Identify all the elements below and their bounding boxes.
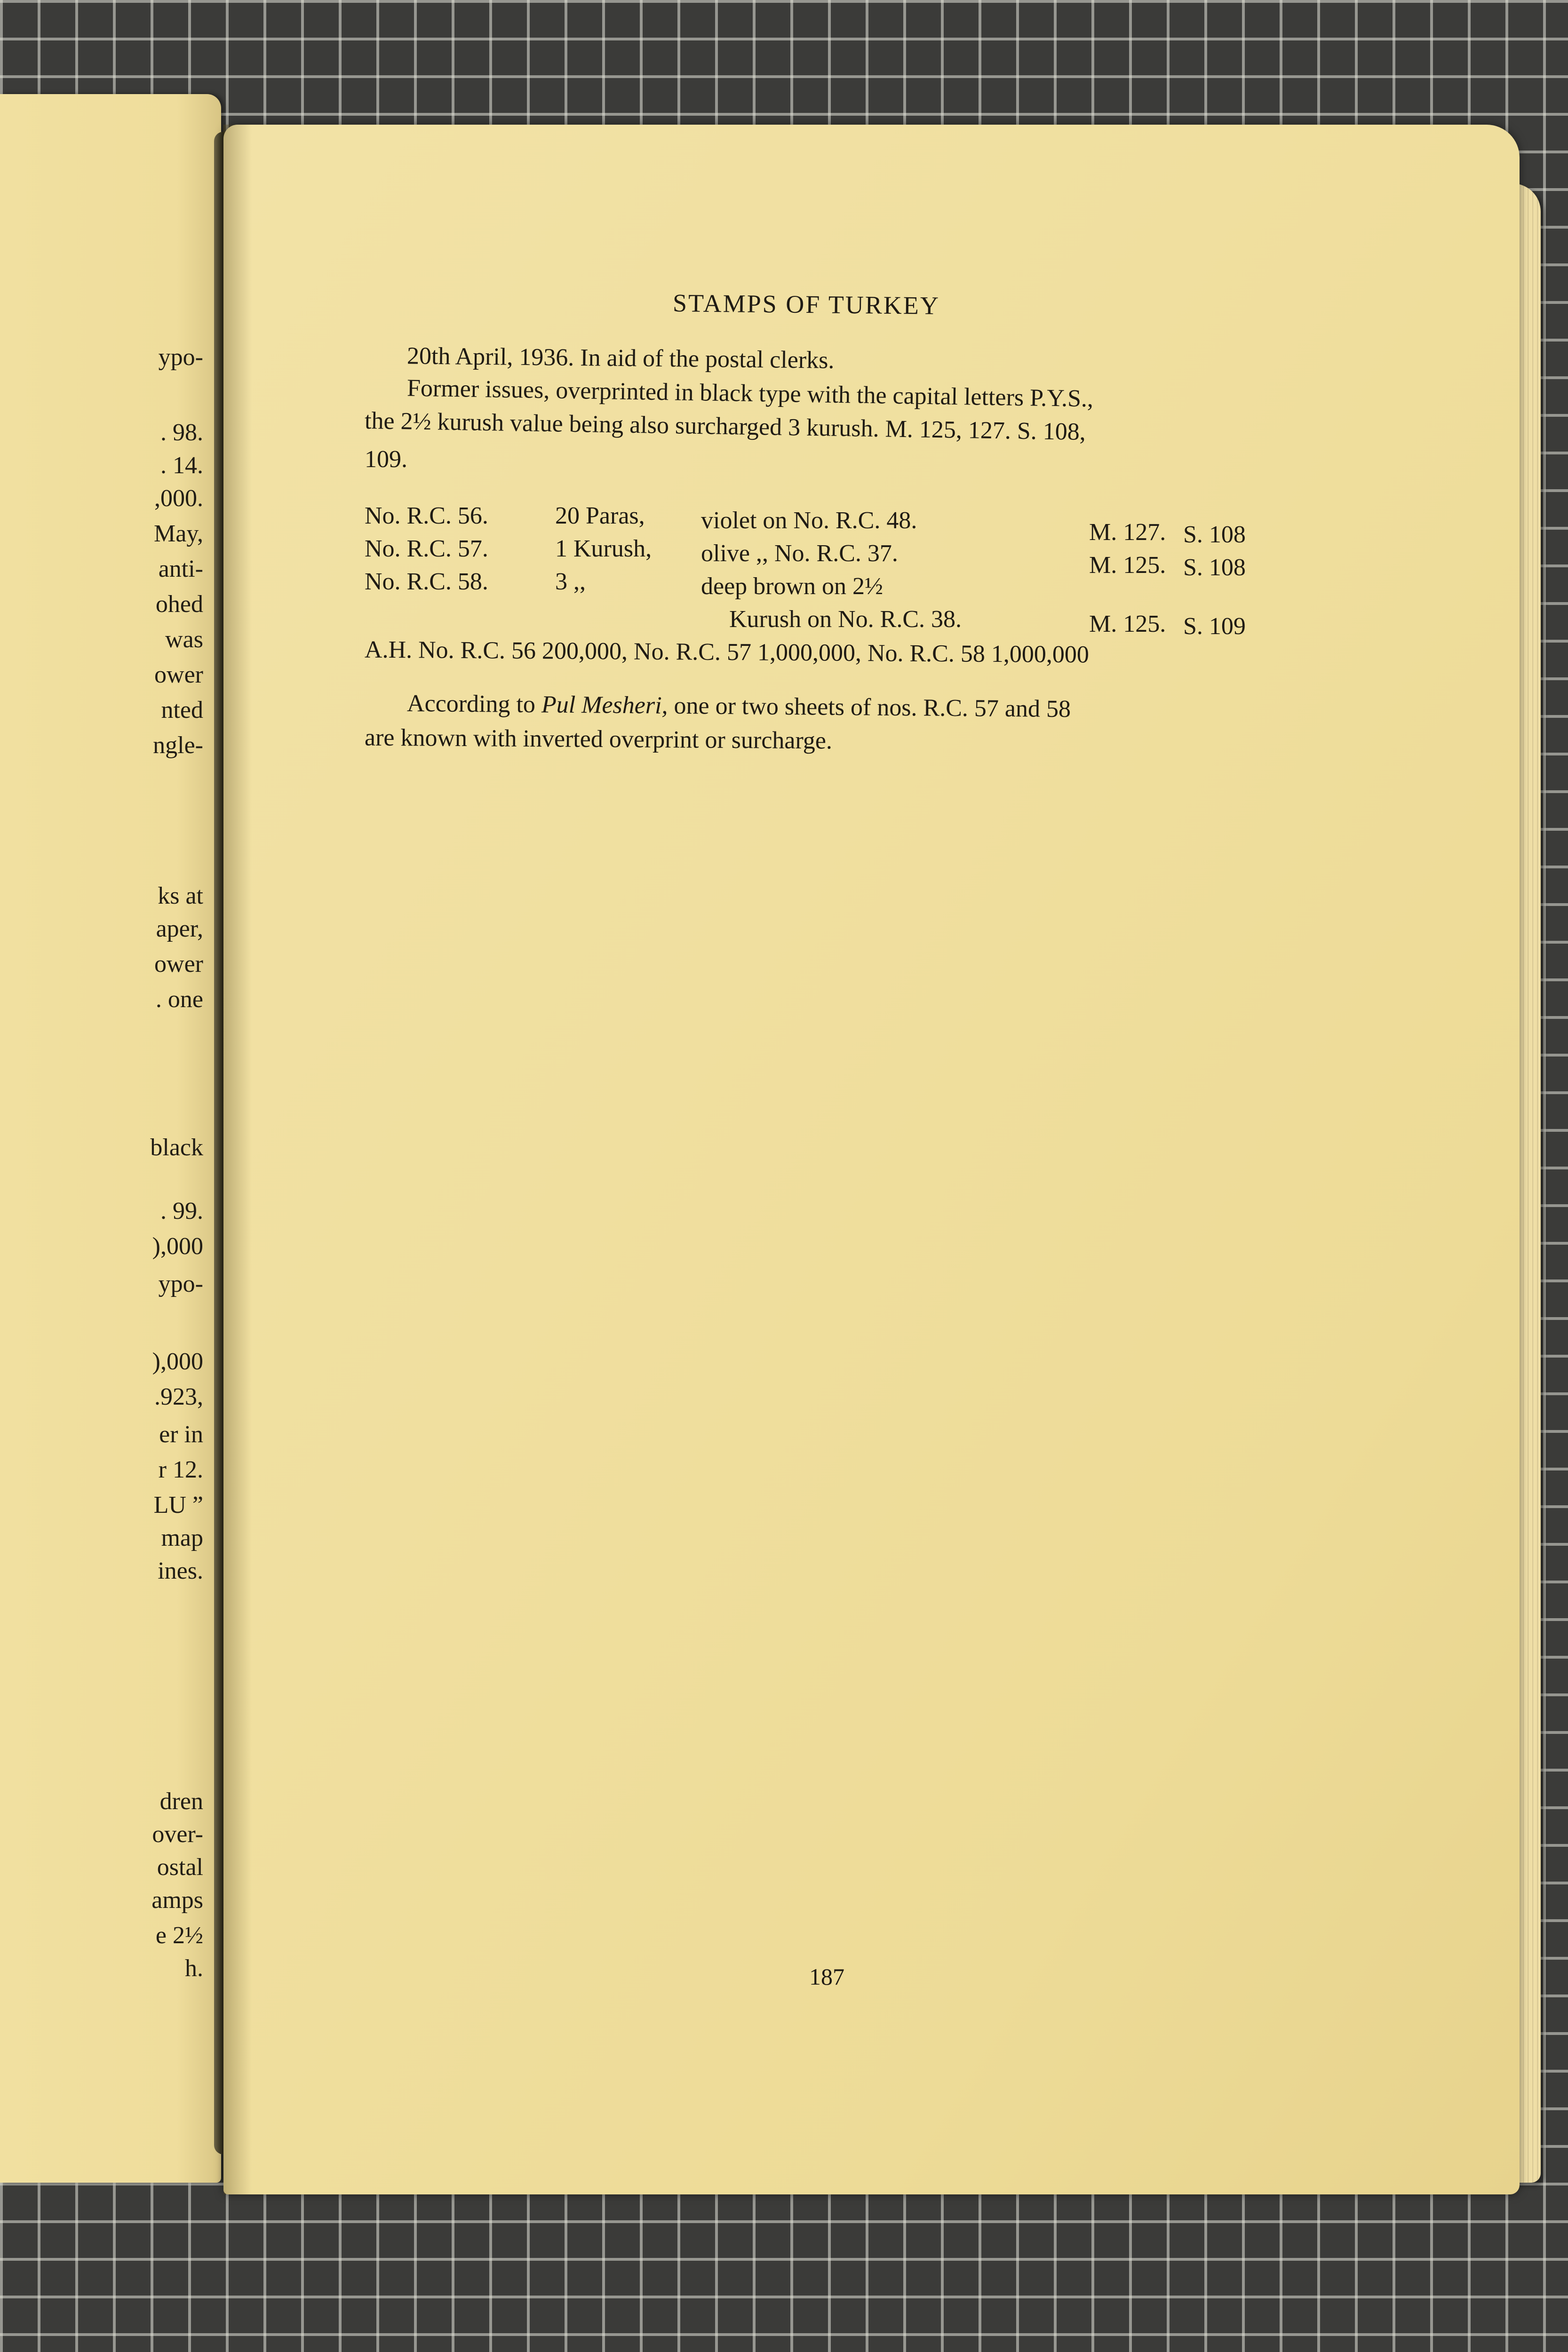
left-page-text-fragment: . 14. [160, 452, 203, 479]
row-number: No. R.C. 58. [365, 568, 488, 595]
row3-s-ref: S. 109 [1183, 613, 1246, 640]
para1-line1: Former issues, overprinted in black type with the capital letters P.Y.S., [406, 374, 1094, 413]
row-s-ref: S. 108 [1183, 521, 1246, 548]
left-page-text-fragment: LU ” [153, 1492, 203, 1518]
left-page-text-fragment: . 99. [160, 1198, 203, 1224]
left-page-text-fragment: over- [152, 1821, 203, 1848]
para1-line2: the 2½ kurush value being also surcharged 3 kurush. M. 125, 127. S. 108, [364, 407, 1086, 446]
row-s-ref: S. 108 [1183, 554, 1246, 581]
left-page-text-fragment: May, [154, 520, 203, 547]
left-page-text-fragment: was [165, 626, 203, 653]
left-page-text-fragment: anti- [158, 556, 203, 582]
left-page-text-fragment: aper, [156, 915, 203, 942]
para2-line2: are known with inverted overprint or surcharge. [364, 724, 833, 755]
row-description: violet on No. R.C. 48. [701, 507, 917, 534]
left-page-text-fragment: .923, [154, 1383, 203, 1410]
left-page-text-fragment: ngle- [153, 732, 203, 759]
left-page-text-fragment: r 12. [158, 1456, 203, 1483]
left-page-text-fragment: ines. [158, 1557, 203, 1584]
left-page-text-fragment: ),000 [152, 1233, 203, 1260]
left-page-text-fragment: ,000. [154, 485, 203, 512]
left-page-text-fragment: ower [154, 951, 203, 977]
left-page-text-fragment: map [161, 1525, 203, 1551]
right-page [223, 125, 1520, 2194]
left-facing-page [0, 94, 221, 2183]
row-description: deep brown on 2½ [701, 573, 883, 600]
left-page-text-fragment: ower [154, 661, 203, 688]
para2-line1 [407, 689, 1071, 724]
row-description: olive ,, No. R.C. 37. [701, 540, 898, 567]
row-m-ref: M. 125. [1089, 552, 1166, 579]
para1-line3: 109. [365, 446, 407, 473]
intro-line: 20th April, 1936. In aid of the postal clerks. [406, 342, 835, 374]
row3-continuation: Kurush on No. R.C. 38. [729, 606, 962, 633]
row-value: 3 ,, [555, 568, 586, 595]
left-page-text-fragment: black [150, 1134, 203, 1161]
left-page-text-fragment: ostal [157, 1854, 203, 1881]
left-page-text-fragment: dren [159, 1788, 203, 1815]
left-page-text-fragment: . one [155, 986, 203, 1013]
left-page-text-fragment: nted [161, 697, 203, 723]
running-head: STAMPS OF TURKEY [672, 289, 940, 320]
para2-post: one or two sheets of nos. R.C. 57 and 58 [668, 692, 1071, 723]
row-number: No. R.C. 57. [365, 535, 488, 562]
left-page-text-fragment: ),000 [152, 1348, 203, 1375]
para2-pre: According to [406, 690, 542, 718]
left-page-text-fragment: ypo- [158, 1271, 203, 1297]
left-page-text-fragment: ks at [158, 882, 203, 909]
left-page-text-fragment: h. [185, 1955, 203, 1982]
row-value: 1 Kurush, [555, 535, 652, 562]
ah-quantities-line: A.H. No. R.C. 56 200,000, No. R.C. 57 1,000,000, No. R.C. 58 1,000,000 [364, 636, 1090, 668]
row-number: No. R.C. 56. [365, 502, 488, 529]
left-page-text-fragment: ohed [155, 591, 203, 618]
left-page-text-fragment: amps [151, 1887, 203, 1914]
left-page-text-fragment: . 98. [160, 419, 203, 446]
para2-italic-title: Pul Mesheri, [541, 691, 668, 719]
row-value: 20 Paras, [555, 502, 645, 529]
page-number: 187 [809, 1963, 844, 1990]
row3-m-ref: M. 125. [1089, 611, 1166, 637]
left-page-text-fragment: e 2½ [155, 1922, 203, 1949]
left-page-text-fragment: er in [159, 1421, 203, 1448]
gutter-shadow [223, 125, 252, 2194]
row-m-ref: M. 127. [1089, 519, 1166, 546]
left-page-text-fragment: ypo- [158, 344, 203, 371]
